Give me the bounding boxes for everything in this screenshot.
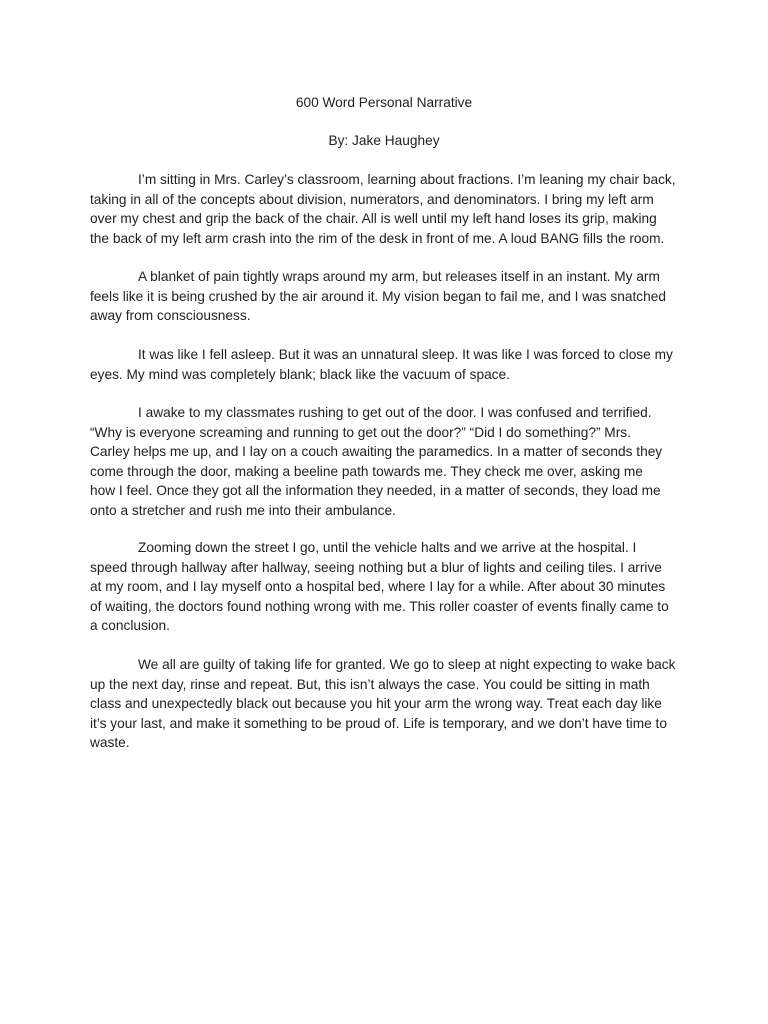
paragraph-line: I awake to my classmates rushing to get out of the door. I was confused and terrified. [138,405,652,420]
paragraph-line: speed through hallway after hallway, seeing nothing but a blur of lights and ceiling tiles. I arrive [90,559,662,575]
paragraph-line: it’s your last, and make it something to be proud of. Life is temporary, and we don’t have time to [90,715,667,731]
paragraph-line: onto a stretcher and rush me into their ambulance. [90,502,396,518]
paragraph-line: away from consciousness. [90,308,251,324]
paragraph-line: A blanket of pain tightly wraps around my arm, but releases itself in an instant. My arm [138,269,660,284]
paragraph-line: up the next day, rinse and repeat. But, this isn’t always the case. You could be sitting in math [90,676,650,692]
paragraph-line: feels like it is being crushed by the air around it. My vision began to fail me, and I was snatched [90,288,666,304]
paragraph-line: come through the door, making a beeline path towards me. They check me over, asking me [90,463,643,479]
paragraph-line: at my room, and I lay myself onto a hospital bed, where I lay for a while. After about 30 minutes [90,579,666,595]
document-title: 600 Word Personal Narrative [295,95,473,110]
paragraph-2 [90,267,682,326]
paragraph-line: a conclusion. [90,618,170,634]
paragraph-line: eyes. My mind was completely blank; black like the vacuum of space. [90,366,510,382]
paragraph-line: waste. [90,735,130,751]
paragraph-line: how I feel. Once they got all the information they needed, in a matter of seconds, they load me [90,483,661,499]
paragraph-4 [90,403,682,521]
paragraph-line: Zooming down the street I go, until the vehicle halts and we arrive at the hospital. I [138,540,637,555]
paragraph-line: I’m sitting in Mrs. Carley’s classroom, learning about fractions. I’m leaning my chair back, [138,172,676,187]
paragraph-line: “Why is everyone screaming and running to get out the door?” “Did I do something?” Mrs. [90,424,631,440]
paragraph-line: of waiting, the doctors found nothing wrong with me. This roller coaster of events finally came to [90,598,669,614]
paragraph-6 [90,655,682,753]
paragraph-line: the back of my left arm crash into the rim of the desk in front of me. A loud BANG fills the room. [90,230,665,246]
paragraph-3 [90,345,682,384]
paragraph-line: class and unexpectedly black out because you hit your arm the wrong way. Treat each day like [90,696,662,712]
paragraph-1 [90,170,682,248]
paragraph-line: over my chest and grip the back of the chair. All is well until my left hand loses its grip, making [90,211,657,227]
paragraph-line: It was like I fell asleep. But it was an unnatural sleep. It was like I was forced to close my [138,347,673,362]
document-byline: By: Jake Haughey [328,133,440,148]
paragraph-line: We all are guilty of taking life for granted. We go to sleep at night expecting to wake back [138,657,676,672]
paragraph-line: Carley helps me up, and I lay on a couch awaiting the paramedics. In a matter of seconds they [90,444,663,460]
paragraph-5 [90,538,682,636]
paragraph-line: taking in all of the concepts about division, numerators, and denominators. I bring my left arm [90,191,654,207]
